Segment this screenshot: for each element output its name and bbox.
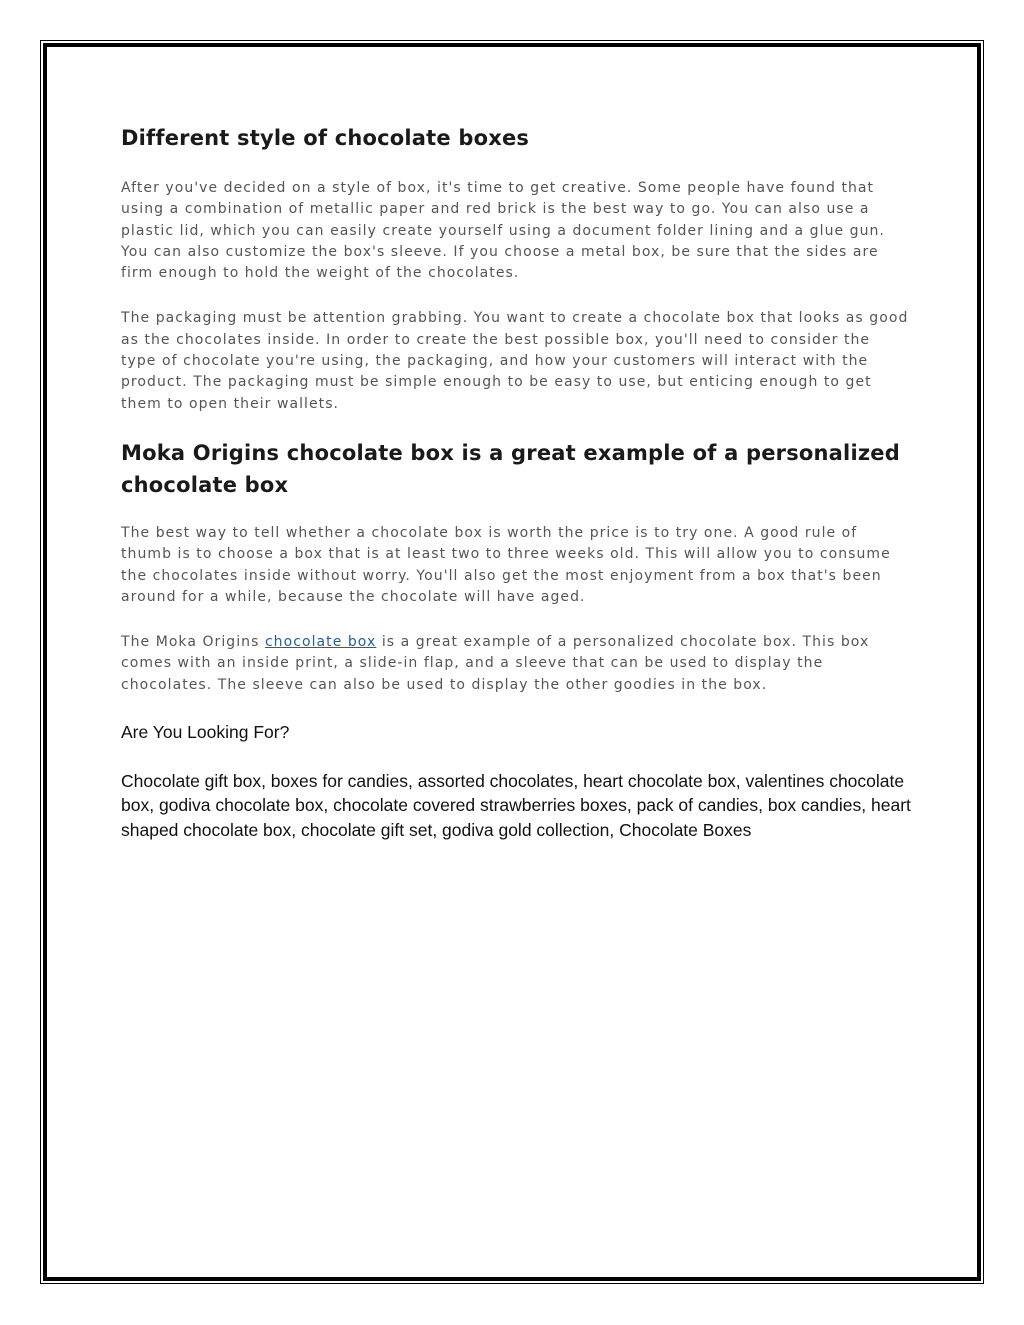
chocolate-box-link[interactable]: chocolate box xyxy=(264,634,377,651)
document-content xyxy=(121,118,911,864)
looking-for-label: Are You Looking For? xyxy=(121,722,290,743)
paragraph-creative-box-style: After you've decided on a style of box, it's time to get creative. Some people have found that using a combination of metallic paper and red brick is the best way to go. You can also use a plastic lid, which you can easily create yourself using a document folder lining and a glue gun. You can also customize the box's sleeve. If you choose a metal box, be sure that the sides are firm enough to hold the weight of the chocolates. xyxy=(121,180,885,282)
paragraph-text-before-link: The Moka Origins xyxy=(121,634,265,651)
paragraph-moka-origins-example xyxy=(121,632,911,696)
section-heading-moka-origins: Moka Origins chocolate box is a great example of a personalized chocolate box xyxy=(121,440,900,497)
paragraph-attention-grabbing-packaging: The packaging must be attention grabbing. You want to create a chocolate box that looks as good as the chocolates inside. In order to create the best possible box, you'll need to consider the type of chocolate you're using, the packaging, and how your customers will interact with the product. The packaging must be simple enough to be easy to use, but enticing enough to get them to open their wallets. xyxy=(121,310,909,412)
keywords-list: Chocolate gift box, boxes for candies, assorted chocolates, heart chocolate box, valentines chocolate box, godiva chocolate box, chocolate covered strawberries boxes, pack of candies, box candies, heart shaped chocolate box, chocolate gift set, godiva gold collection, Chocolate Boxes xyxy=(121,770,911,840)
section-heading-chocolate-box-styles: Different style of chocolate boxes xyxy=(121,126,530,150)
paragraph-worth-the-price: The best way to tell whether a chocolate box is worth the price is to try one. A good rule of thumb is to choose a box that is at least two to three weeks old. This will allow you to consume the chocolates inside without worry. You'll also get the most enjoyment from a box that's been around for a while, because the chocolate will have aged. xyxy=(121,524,891,605)
paragraph-text-after-link: is a great example of a personalized chocolate box. This box comes with an inside print, a slide-in flap, and a sleeve that can be used to display the chocolates. The sleeve can also be used to display the other goodies in the box. xyxy=(121,634,870,693)
